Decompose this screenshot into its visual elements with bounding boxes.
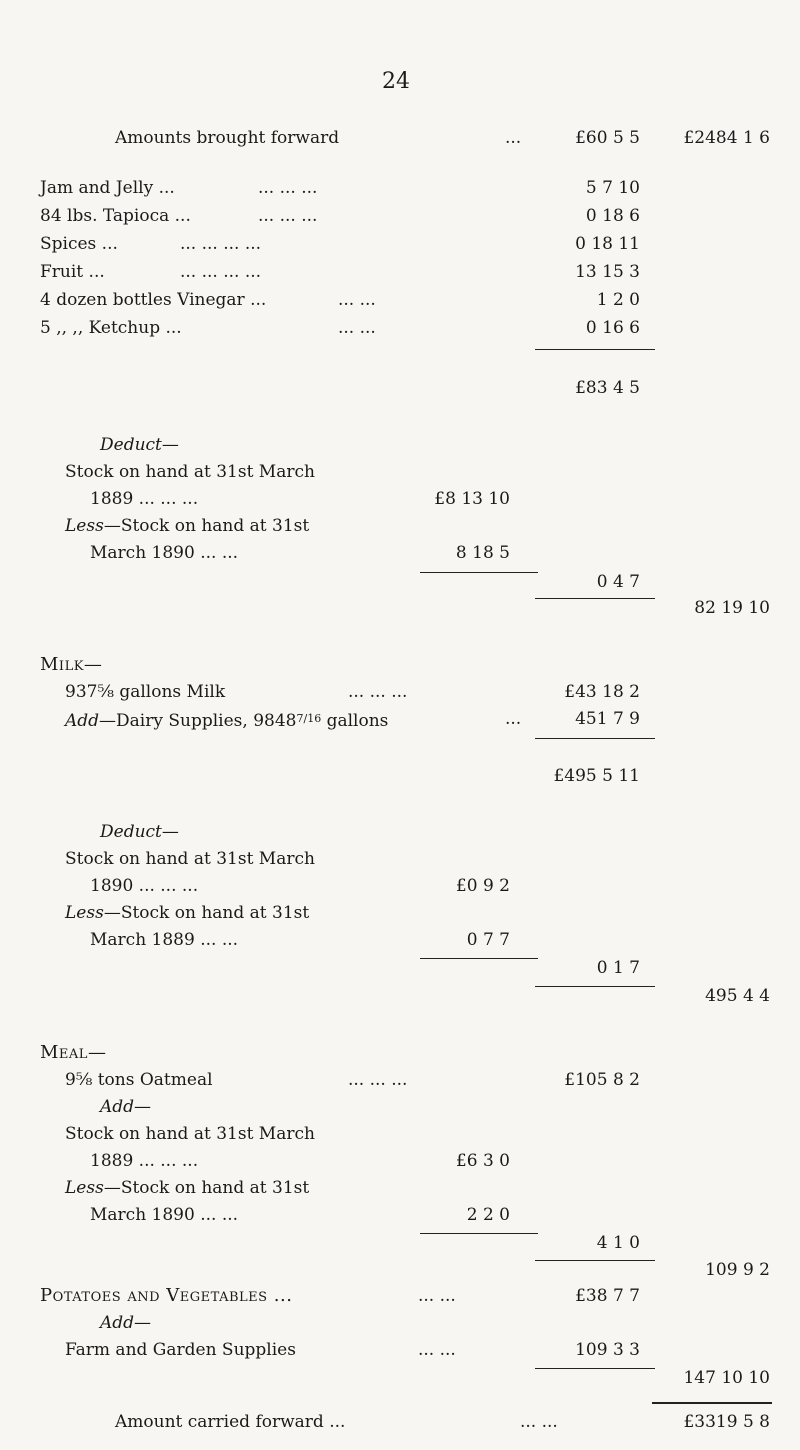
provisions-subtotal: £83 4 5 (575, 378, 640, 398)
provision-amount: 0 18 11 (575, 234, 640, 254)
deduct-amount: 0 7 7 (466, 930, 510, 950)
section-total: 495 4 4 (705, 986, 770, 1006)
brought-forward-subtotal: £60 5 5 (575, 128, 640, 148)
deduct-result-rule (535, 986, 655, 987)
deduct-amount: £8 13 10 (434, 489, 510, 509)
less-label: Less (65, 1178, 104, 1198)
deduct-heading: Deduct— (100, 435, 179, 455)
carried-forward-dots: ... ... (520, 1412, 558, 1432)
deduct-line: Stock on hand at 31st March (65, 849, 315, 869)
meal-rule (420, 1233, 538, 1234)
deduct-result-rule (535, 598, 655, 599)
farm-supplies-amount: 109 3 3 (575, 1340, 640, 1360)
potatoes-amount: £38 7 7 (575, 1286, 640, 1306)
deduct-rule (420, 572, 538, 573)
deduct-less-line (65, 516, 309, 536)
milk-line (65, 682, 225, 702)
dairy-unit: gallons (321, 711, 389, 731)
deduct-result: 0 1 7 (596, 958, 640, 978)
provision-amount: 13 15 3 (575, 262, 640, 282)
page-number: 24 (382, 69, 410, 94)
deduct-line: March 1889 ... ... (90, 930, 239, 950)
carried-forward-rule (652, 1402, 772, 1404)
provisions-rule (535, 349, 655, 350)
milk-amount: 451 7 9 (575, 709, 640, 729)
deduct-result: 0 4 7 (596, 572, 640, 592)
meal-amount: £105 8 2 (564, 1070, 640, 1090)
deduct-line: March 1890 ... ... (90, 543, 239, 563)
deduct-rule (420, 958, 538, 959)
provision-label: Jam and Jelly ... (40, 178, 175, 198)
deduct-line: 1889 ... ... ... (90, 489, 199, 509)
oatmeal-qty-fraction: ⅝ (75, 1070, 93, 1090)
meal-add-amount: £6 3 0 (455, 1151, 510, 1171)
milk-amount: £43 18 2 (564, 682, 640, 702)
less-text: —Stock on hand at 31st (103, 903, 310, 923)
meal-line: Stock on hand at 31st March (65, 1124, 315, 1144)
less-text: —Stock on hand at 31st (103, 1178, 310, 1198)
add-heading: Add— (100, 1313, 152, 1333)
deduct-heading: Deduct— (100, 822, 179, 842)
brought-forward-dots: ... (505, 128, 522, 148)
meal-less-line (65, 1178, 309, 1198)
meal-dots: ... ... ... (348, 1070, 408, 1090)
provision-dots: ... ... (338, 290, 376, 310)
provision-label: 5 ,, ,, Ketchup ... (40, 318, 182, 338)
brought-forward-total: £2484 1 6 (683, 128, 770, 148)
less-label: Less (65, 903, 104, 923)
provision-dots: ... ... (338, 318, 376, 338)
meal-line (65, 1070, 213, 1090)
oatmeal-label: tons Oatmeal (92, 1070, 213, 1090)
provision-label: Spices ... (40, 234, 118, 254)
oatmeal-qty: 9 (65, 1070, 76, 1090)
deduct-amount: £0 9 2 (455, 876, 510, 896)
provision-dots: ... ... ... (258, 178, 318, 198)
provision-amount: 1 2 0 (596, 290, 640, 310)
milk-add-line (65, 709, 388, 731)
deduct-line: Stock on hand at 31st March (65, 462, 315, 482)
dairy-label: —Dairy Supplies, 9848 (99, 711, 297, 731)
milk-dots: ... ... ... (348, 682, 408, 702)
less-label: Less (65, 516, 104, 536)
deduct-less-line (65, 903, 309, 923)
meal-line: March 1890 ... ... (90, 1205, 239, 1225)
carried-forward-total: £3319 5 8 (683, 1412, 770, 1432)
potatoes-dots: ... ... (418, 1286, 456, 1306)
meal-result: 4 1 0 (596, 1233, 640, 1253)
milk-qty-fraction: ⅝ (97, 682, 114, 702)
meal-line: 1889 ... ... ... (90, 1151, 199, 1171)
potatoes-rule (535, 1368, 655, 1369)
meal-result-rule (535, 1260, 655, 1261)
add-label: Add (65, 711, 100, 731)
provision-amount: 0 16 6 (585, 318, 640, 338)
section-total: 147 10 10 (683, 1368, 770, 1388)
milk-subtotal: £495 5 11 (553, 766, 640, 786)
section-total: 109 9 2 (705, 1260, 770, 1280)
provision-amount: 0 18 6 (585, 206, 640, 226)
potatoes-heading: Potatoes and Vegetables ... (40, 1285, 293, 1306)
meal-heading: Meal— (40, 1042, 107, 1063)
provision-dots: ... ... ... (258, 206, 318, 226)
milk-qty: 937 (65, 682, 98, 702)
milk-label: gallons Milk (113, 682, 226, 702)
deduct-amount: 8 18 5 (455, 543, 510, 563)
provision-label: 84 lbs. Tapioca ... (40, 206, 191, 226)
deduct-line: 1890 ... ... ... (90, 876, 199, 896)
provision-dots: ... ... ... ... (180, 234, 262, 254)
provision-label: Fruit ... (40, 262, 105, 282)
provision-label: 4 dozen bottles Vinegar ... (40, 290, 267, 310)
farm-supplies-label: Farm and Garden Supplies (65, 1340, 296, 1360)
add-heading: Add— (100, 1097, 152, 1117)
meal-less-amount: 2 2 0 (466, 1205, 510, 1225)
dairy-fraction: 7/16 (296, 712, 322, 725)
brought-forward-label: Amounts brought forward (115, 128, 340, 148)
less-text: —Stock on hand at 31st (103, 516, 310, 536)
carried-forward-label: Amount carried forward ... (115, 1412, 346, 1432)
section-total: 82 19 10 (694, 598, 770, 618)
milk-heading: Milk— (40, 654, 103, 675)
milk-dots: ... (505, 709, 522, 729)
provision-amount: 5 7 10 (585, 178, 640, 198)
provision-dots: ... ... ... ... (180, 262, 262, 282)
milk-rule (535, 738, 655, 739)
farm-supplies-dots: ... ... (418, 1340, 456, 1360)
